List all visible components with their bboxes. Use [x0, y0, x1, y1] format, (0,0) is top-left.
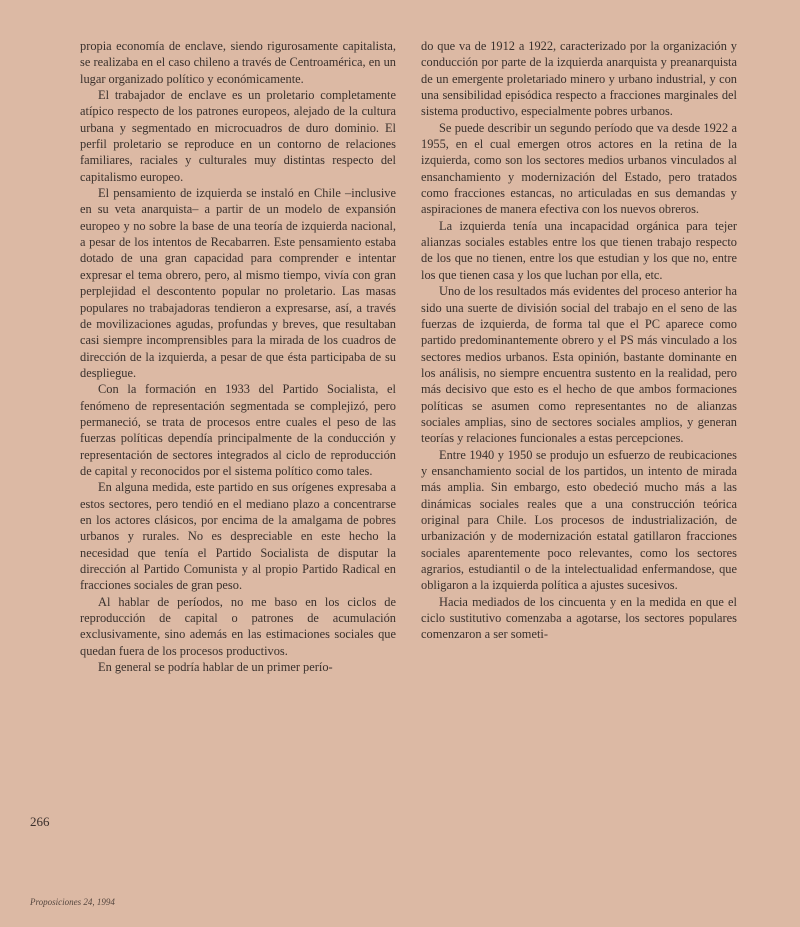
page-number: 266: [30, 814, 50, 829]
journal-footer: Proposiciones 24, 1994: [30, 897, 115, 907]
right-text-column: [421, 38, 737, 864]
paragraph: En general se podría hablar de un primer perío-: [98, 660, 333, 675]
paragraph: Uno de los resultados más evidentes del proceso anterior ha sido una suerte de división social del trabajo en el seno de las fuerzas de izquierda, de forma tal que el PC aparece como partido predominantemente obrero y el PS más vinculado a los sectores medios urbanos. Esta opinión, bastante dominante en los análisis, no siempre encuentra sustento en la realidad, pero más decisivo que esto es el hecho de que ambos formaciones políticas se asumen como representantes no de alianzas sociales amplias, sino de sectores sociales amplios, y generan teorías y relaciones funcionales a estas percepciones.: [421, 284, 737, 446]
paragraph: do que va de 1912 a 1922, caracterizado por la organización y conducción por parte de la izquierda anarquista y preanarquista de un emergente proletariado minero y urbano industrial, y con una sensibilidad episódica respecto a fracciones marginales del sistema productivo, especialmente pobres urbanos.: [421, 39, 737, 119]
paragraph: El pensamiento de izquierda se instaló en Chile –inclusive en su veta anarquista– a partir de un modelo de expansión europeo y no sobre la base de una teoría de izquierda nacional, a pesar de los intentos de Recabarren. Este pensamiento estaba dotado de una gran capacidad para comprender e intentar expresar el tema obrero, pero, al mismo tiempo, vivía con gran perplejidad el descontento popular no proletario. Las masas populares no trabajadoras tendieron a expresarse, así, a través de movilizaciones agudas, profundas y breves, que resultaban casi siempre incomprensibles para la mirada de los cuadros de dirección de la izquierda, a pesar de que ésta participaba de su despliegue.: [80, 186, 396, 380]
paragraph: Se puede describir un segundo período que va desde 1922 a 1955, en el cual emergen otros actores en la retina de la izquierda, como son los sectores medios urbanos vinculados al ensanchamiento y modernización del Estado, pero tratados como fracciones estancas, no articuladas en sus demandas y aspiraciones de manera efectiva con los nuevos obreros.: [421, 120, 737, 217]
paragraph: propia economía de enclave, siendo rigurosamente capitalista, se realizaba en el caso chileno a través de Centroamérica, en un lugar organizado político y económicamente.: [80, 39, 396, 86]
paragraph: El trabajador de enclave es un proletario completamente atípico respecto de los patrones europeos, alejado de la cultura urbana y segmentado en microcuadros de duro dominio. El perfil proletario se reproduce en un contorno de relaciones familiares, raciales y culturales muy distintas respecto del capitalismo europeo.: [80, 88, 396, 184]
paragraph: Entre 1940 y 1950 se produjo un esfuerzo de reubicaciones y ensanchamiento social de los partidos, un intento de mirada más amplia. Sin embargo, esto obedeció mucho más a las dinámicas sociales reales que a una construcción teórica original para Chile. Los procesos de industrialización, de urbanización y de modernización estatal gatillaron fracciones sociales aparentemente poco relevantes, como los sectores agrarios, estudiantil o de la intelectualidad enfermandose, que obligaron a la izquierda política a ajustes sucesivos.: [421, 447, 737, 593]
paragraph: En alguna medida, este partido en sus orígenes expresaba a estos sectores, pero tendió en el mediano plazo a concentrarse en los actores clásicos, por encima de la amalgama de pobres urbanos y rurales. No es despreciable en este hecho la necesidad que tenía el Partido Socialista de disputar la dirección al Partido Comunista y al propio Partido Radical en fracciones sociales de gran peso.: [80, 480, 396, 593]
paragraph: La izquierda tenía una incapacidad orgánica para tejer alianzas sociales estables entre los que tienen trabajo respecto de los que no tienen, entre los que estudian y los que no, entre los que tienen casa y los que luchan por ella, etc.: [421, 218, 737, 282]
paragraph: Con la formación en 1933 del Partido Socialista, el fenómeno de representación segmentada se complejizó, pero permaneció, se trata de procesos entre cuales el peso de las fuerzas políticas dependía principalmente de la conducción y representación de sectores integrados al ciclo de reproducción de capital y reconocidos por el sistema político como tales.: [80, 382, 396, 478]
paragraph: Al hablar de períodos, no me baso en los ciclos de reproducción de capital o patrones de acumulación exclusivamente, sino además en las estimaciones sociales que quedan fuera de los procesos productivos.: [80, 594, 396, 658]
paragraph: Hacia mediados de los cincuenta y en la medida en que el ciclo sustitutivo comenzaba a agotarse, los sectores populares comenzaron a ser someti-: [421, 594, 737, 642]
left-text-column: [80, 38, 396, 864]
